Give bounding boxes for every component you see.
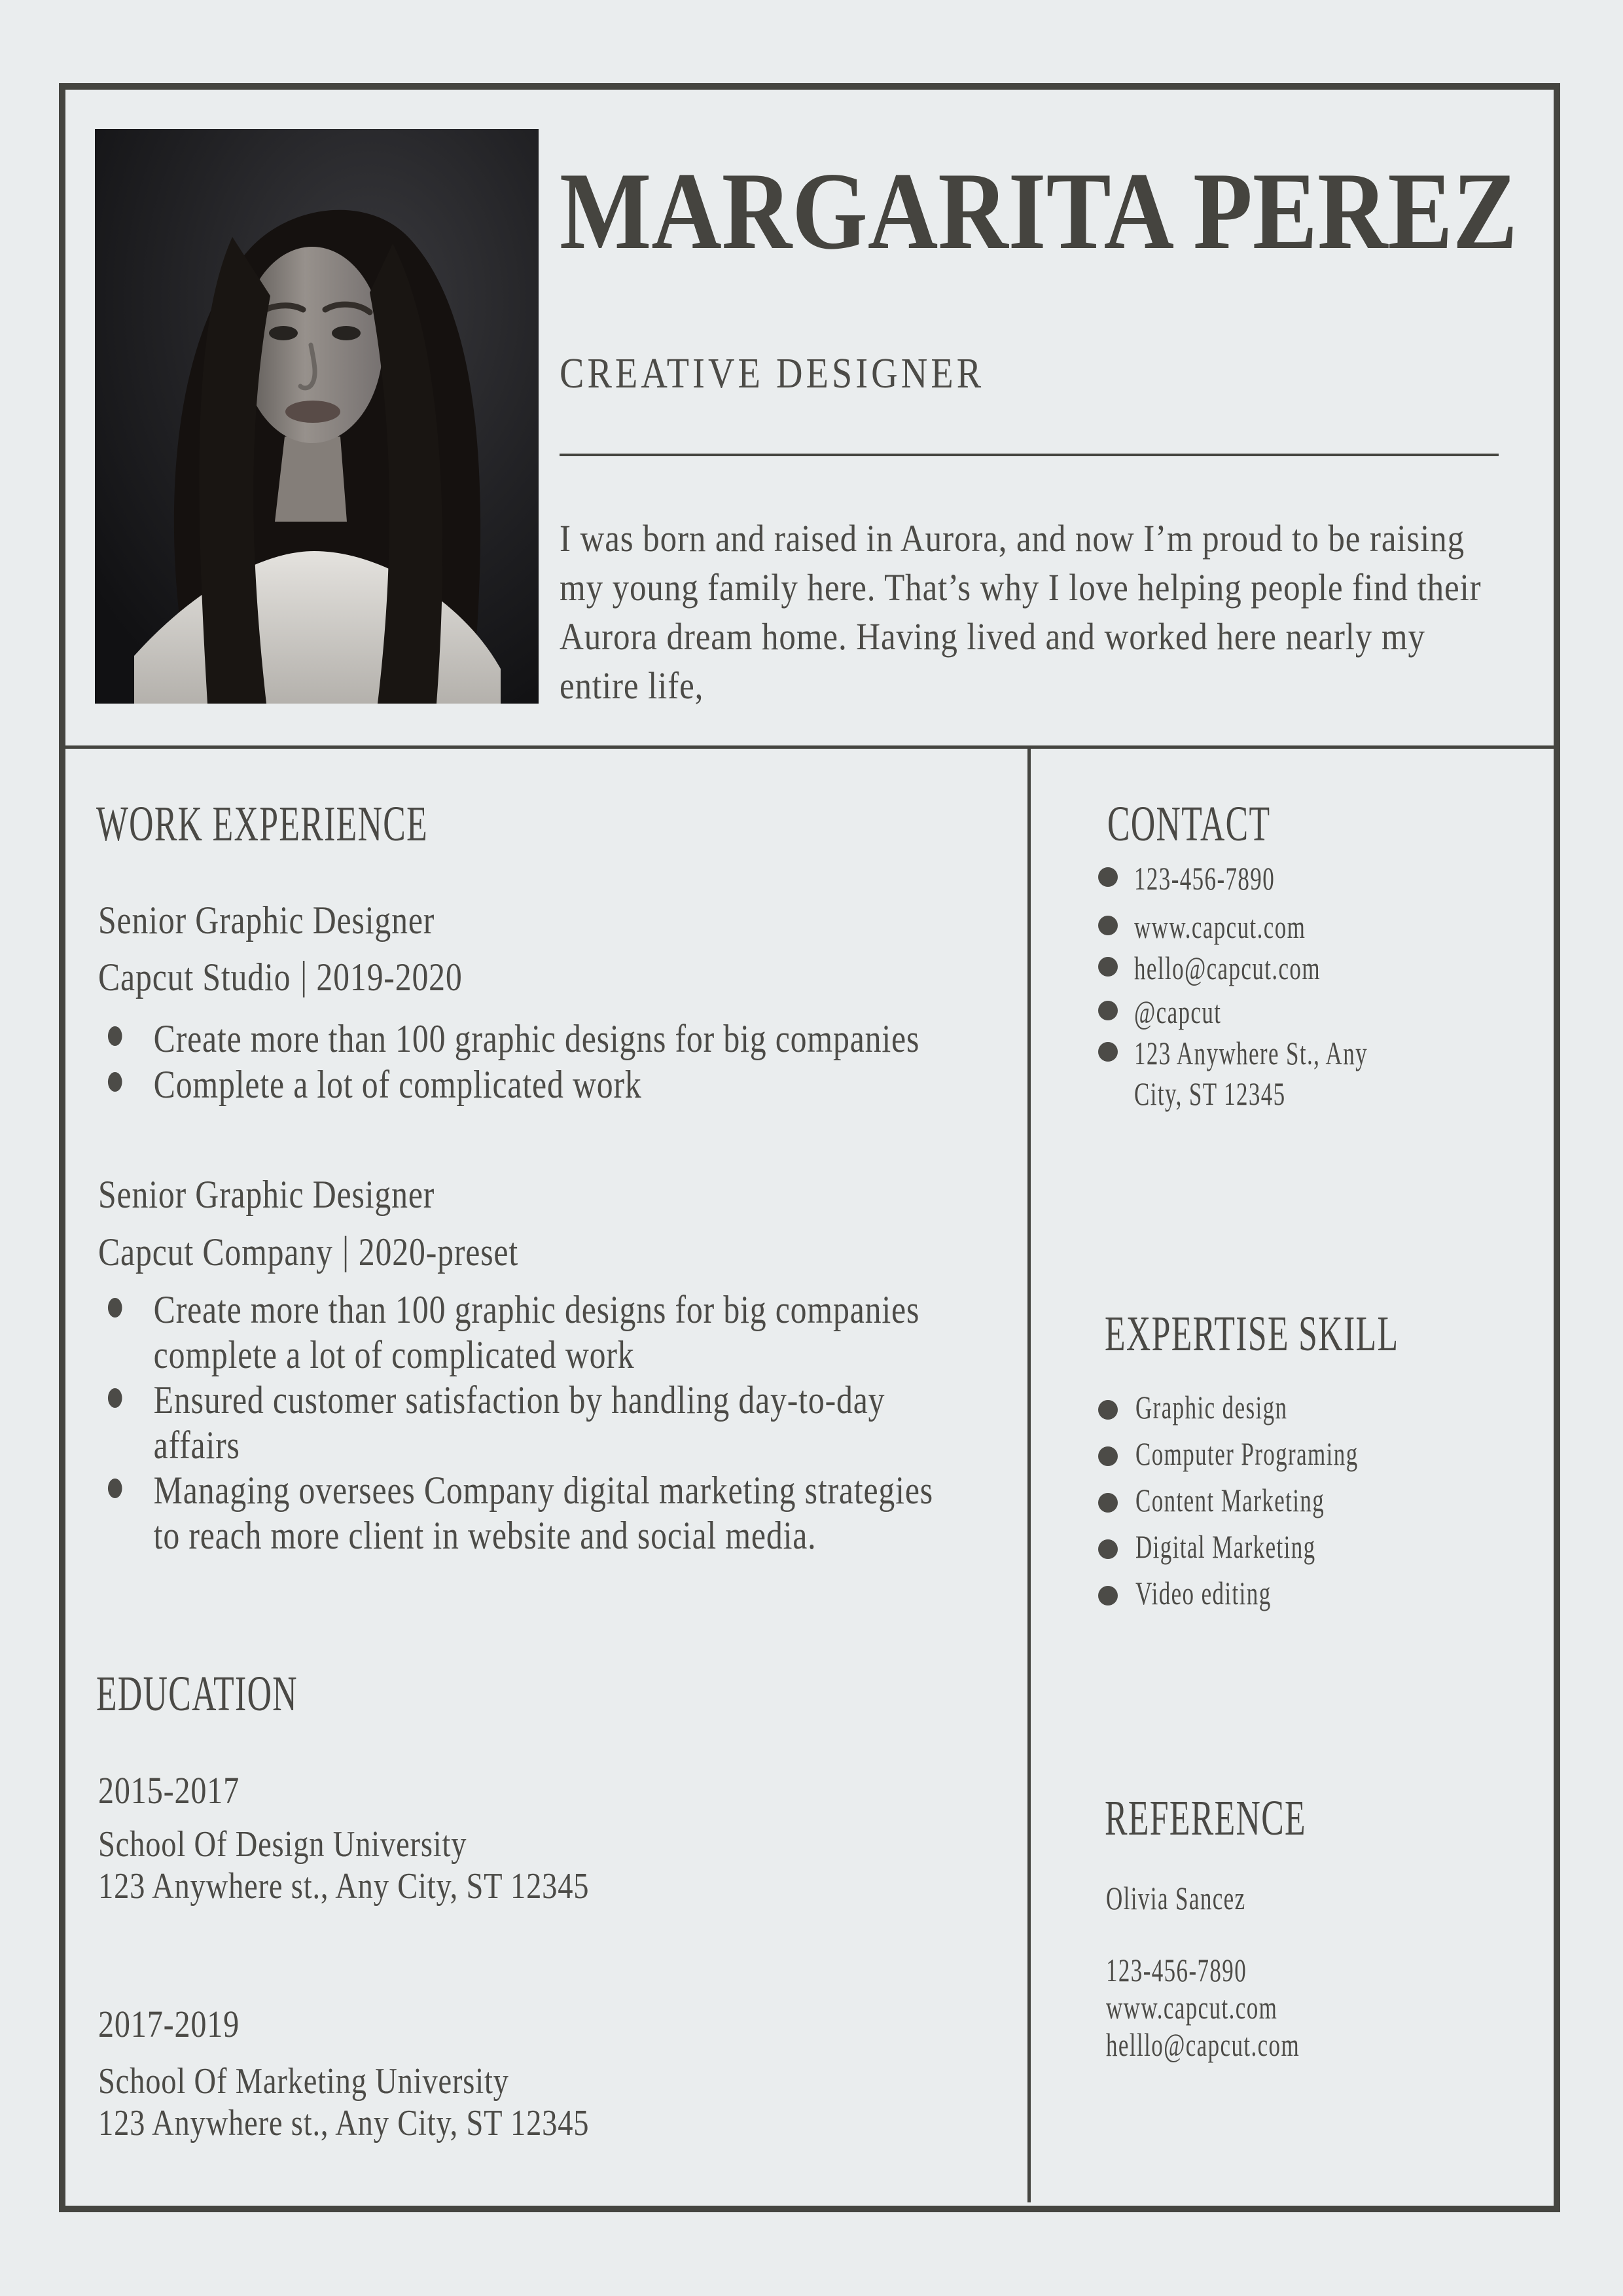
job-title-1: Senior Graphic Designer: [98, 899, 435, 942]
skill-bullet: [1098, 1586, 1118, 1605]
education-heading: EDUCATION: [96, 1666, 298, 1721]
separator-bar: [345, 1236, 346, 1272]
skill-bullet: [1098, 1446, 1118, 1466]
job-period: 2020-preset: [358, 1230, 519, 1274]
bullet-item: Ensured customer satisfaction by handling day-to-day affairs: [98, 1378, 933, 1468]
bio-line: Aurora dream home. Having lived and worked here nearly my: [560, 615, 1425, 658]
job-meta-1: [98, 958, 537, 997]
reference-email: helllo@capcut.com: [1106, 2026, 1300, 2063]
job-period: 2019-2020: [316, 956, 463, 999]
skill-item: Digital Marketing: [1135, 1528, 1316, 1565]
job-bullets-2: [98, 1287, 933, 1558]
job-title: CREATIVE DESIGNER: [560, 350, 985, 397]
contact-bullet: [1098, 957, 1118, 977]
skill-bullet: [1098, 1539, 1118, 1559]
education-address: 123 Anywhere st., Any City, ST 12345: [98, 2103, 590, 2144]
contact-email: hello@capcut.com: [1134, 950, 1321, 986]
job-title-2: Senior Graphic Designer: [98, 1173, 435, 1216]
reference-website: www.capcut.com: [1106, 1989, 1278, 2026]
work-experience-heading: WORK EXPERIENCE: [96, 797, 429, 852]
vertical-divider: [1027, 745, 1031, 2202]
skill-item: Video editing: [1135, 1575, 1272, 1611]
page-frame: [59, 83, 1560, 2212]
contact-bullet: [1098, 867, 1118, 887]
separator-bar: [303, 961, 304, 997]
profile-photo: [95, 129, 539, 704]
title-underline: [560, 454, 1499, 456]
reference-name: Olivia Sancez: [1106, 1880, 1246, 1916]
skills-heading: EXPERTISE SKILL: [1105, 1306, 1399, 1361]
bio-line: my young family here. That’s why I love helping people find their: [560, 566, 1482, 609]
company-name: Capcut Studio: [98, 956, 291, 999]
contact-bullet: [1098, 1042, 1118, 1062]
education-school: School Of Marketing University: [98, 2061, 509, 2102]
education-years: 2015-2017: [98, 1769, 240, 1812]
contact-bullet: [1098, 1001, 1118, 1020]
horizontal-divider: [65, 745, 1554, 749]
bullet-item: Create more than 100 graphic designs for big companies complete a lot of complicated work: [98, 1287, 933, 1378]
job-bullets-1: [98, 1016, 919, 1107]
bio-text: [560, 514, 1482, 710]
skill-bullet: [1098, 1493, 1118, 1513]
bio-line: entire life,: [560, 664, 704, 707]
skill-item: Graphic design: [1135, 1389, 1288, 1426]
person-name: MARGARITA PEREZ: [560, 149, 1518, 272]
bullet-item: Complete a lot of complicated work: [98, 1062, 919, 1107]
portrait-illustration: [95, 129, 539, 704]
bio-line: I was born and raised in Aurora, and now I’m proud to be raising: [560, 517, 1465, 560]
reference-phone: 123-456-7890: [1106, 1952, 1247, 1988]
skill-item: Content Marketing: [1135, 1482, 1325, 1518]
education-school: School Of Design University: [98, 1824, 467, 1865]
education-address: 123 Anywhere st., Any City, ST 12345: [98, 1866, 590, 1907]
contact-heading: CONTACT: [1107, 797, 1271, 852]
job-meta-2: [98, 1232, 605, 1272]
contact-phone: 123-456-7890: [1134, 860, 1275, 897]
education-years: 2017-2019: [98, 2003, 240, 2045]
bullet-item: Create more than 100 graphic designs for big companies: [98, 1016, 919, 1062]
reference-heading: REFERENCE: [1105, 1791, 1306, 1846]
bullet-item: Managing oversees Company digital marketing strategies to reach more client in website and social media.: [98, 1468, 933, 1558]
contact-website: www.capcut.com: [1134, 908, 1306, 945]
skill-item: Computer Programing: [1135, 1435, 1359, 1472]
skill-bullet: [1098, 1400, 1118, 1420]
contact-bullet: [1098, 916, 1118, 935]
reference-contact-lines: [1106, 1952, 1300, 2064]
contact-handle: @capcut: [1134, 994, 1222, 1030]
company-name: Capcut Company: [98, 1230, 333, 1274]
contact-address: 123 Anywhere St., Any City, ST 12345: [1134, 1035, 1368, 1112]
